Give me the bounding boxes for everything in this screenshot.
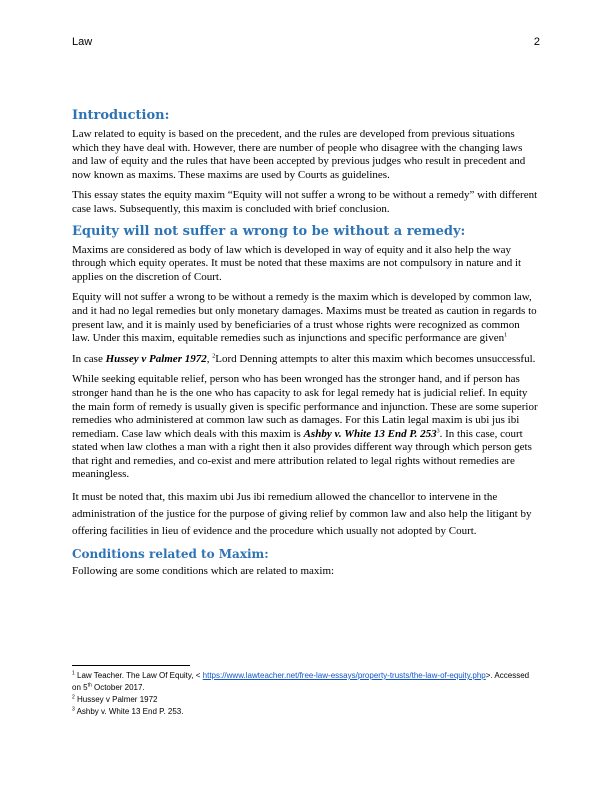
footnote-1-ordinal: th (87, 682, 92, 689)
footnote-3-text: Ashby v. White 13 End P. 253. (74, 707, 184, 716)
footnote-2-text: Hussey v Palmer 1972 (74, 695, 158, 704)
maxim-paragraph-3-text: Lord Denning attempts to alter this maxim which becomes unsuccessful. (215, 352, 536, 365)
footnote-1-accessed: >. Accessed on 5 (72, 671, 530, 692)
maxim-paragraph-3-comma: , (206, 352, 213, 365)
maxim-heading: Equity will not suffer a wrong to be without a remedy: (72, 223, 466, 239)
page-body (72, 108, 540, 586)
footnote-ref-3[interactable]: 3 (436, 428, 440, 435)
maxim-paragraph-4-text: While seeking equitable relief, person who has been wronged has the stronger hand, and if person has stronger hand than he is the one who has capacity to ask for legal remedy hat is judicial relief. In equity the main form of remedy is usually given is specific performance and injunction. These are some superior remedies who administered at common law such as damages. For this Latin legal maxim is ubi jus ibi remediam. Case law which deals with this maxim is (72, 373, 538, 440)
footnote-2-number: 2 (72, 694, 75, 701)
footnote-ref-1[interactable]: 1 (504, 332, 508, 339)
case-name-ashby: Ashby v. White 13 End P. 253 (303, 427, 437, 440)
footnote-separator (72, 665, 190, 666)
maxim-paragraph-2-text: Equity will not suffer a wrong to be without a remedy is the maxim which is developed by common law, and it had no legal remedies but only monetary damages. Maxims must be treated as caution in regards to present law, and it is mainly used by beneficiaries of a trust whose rights were recognized as common law. Under this maxim, equitable remedies such as injunctions and specific performance are given (72, 291, 537, 345)
footnote-1-link[interactable]: https://www.lawteacher.net/free-law-essays/property-trusts/the-law-of-equity.php (202, 671, 486, 680)
maxim-paragraph-3 (72, 353, 540, 367)
maxim-paragraph-2 (72, 291, 540, 345)
intro-paragraph-2: This essay states the equity maxim “Equity will not suffer a wrong to be without a remedy” with different case laws. Subsequently, this maxim is concluded with brief conclusion. (72, 189, 538, 215)
header-left: Law (72, 36, 93, 48)
maxim-paragraph-4-tail: . In this case, court stated when law clothes a man with a right then it also provides different way through which person gets that right and remedies, and co-exist and mere attribution related to legal rights without remedies are meaningless. (72, 427, 532, 481)
footnotes (72, 670, 540, 718)
footnote-1-date: October 2017. (91, 683, 145, 692)
intro-paragraph-1: Law related to equity is based on the precedent, and the rules are developed from previous situations which they have deal with. However, there are number of people who disagree with the changing laws and law of equity and the rules that have been accepted by previous judges who result in precedent and now known as maxims. These maxims are used by Courts as guidelines. (72, 128, 526, 181)
maxim-paragraph-4 (72, 373, 540, 482)
footnote-3-number: 3 (72, 706, 75, 713)
footnote-ref-2[interactable]: 2 (212, 353, 216, 360)
maxim-paragraph-5: It must be noted that, this maxim ubi Jus ibi remedium allowed the chancellor to intervene in the administration of the justice for the purpose of giving relief by common law and also help the litigant by offering facilities in lieu of evidence and the procedure which usually not adopted by Court. (72, 491, 532, 538)
footnote-2 (72, 694, 540, 706)
maxim-paragraph-1: Maxims are considered as body of law which is developed in way of equity and it also help the way through which equity operates. It must be noted that these maxims are not compulsory in nature and it applies on the discretion of Court. (72, 243, 522, 283)
footnote-1-number: 1 (72, 670, 75, 677)
conditions-paragraph: Following are some conditions which are related to maxim: (72, 565, 335, 578)
footnote-3 (72, 706, 540, 718)
maxim-paragraph-3-lead: In case (72, 352, 106, 365)
conditions-heading: Conditions related to Maxim: (72, 547, 269, 562)
footnote-1-text: Law Teacher. The Law Of Equity, < (74, 671, 203, 680)
introduction-heading: Introduction: (72, 108, 170, 123)
page-number: 2 (533, 36, 540, 48)
case-name-hussey: Hussey v Palmer 1972 (105, 352, 207, 365)
footnote-1 (72, 670, 540, 694)
